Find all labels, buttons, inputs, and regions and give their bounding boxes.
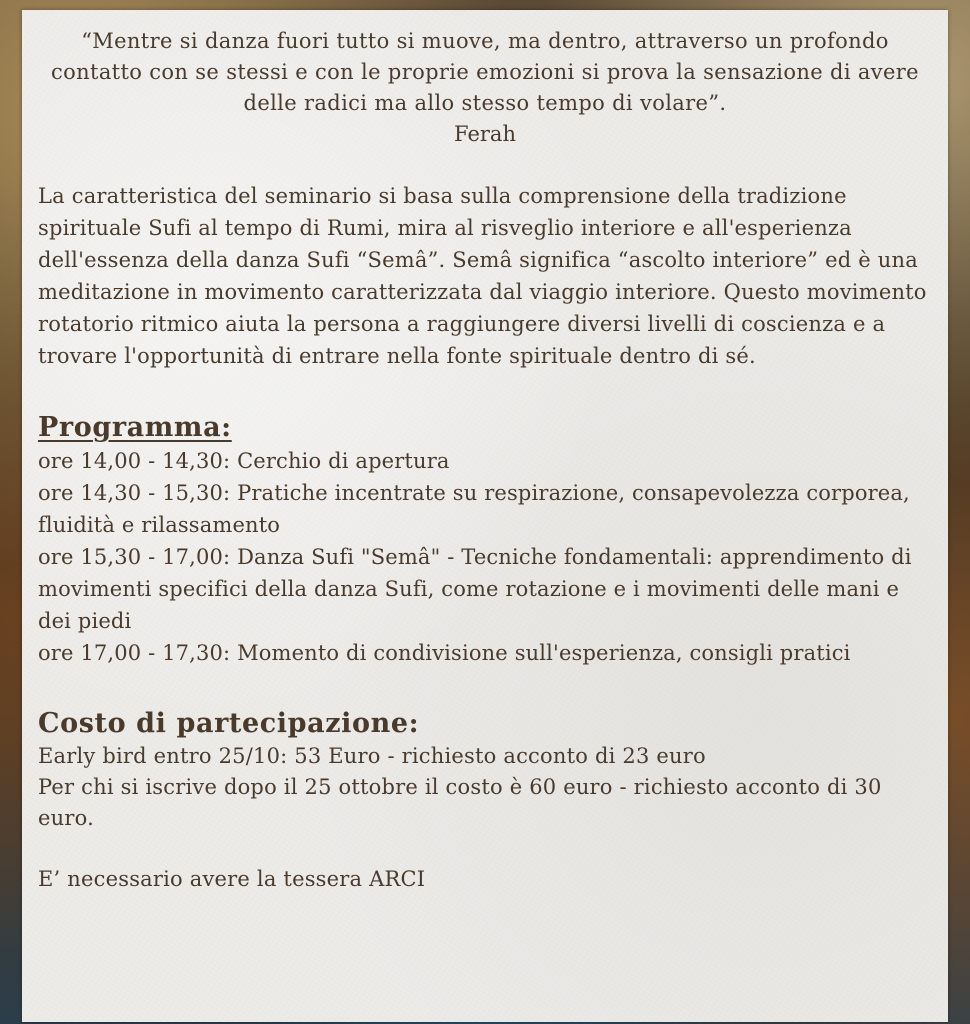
program-title-text: Programma: [38, 412, 232, 443]
program-item: ore 14,30 - 15,30: Pratiche incentrate su respirazione, consapevolezza corporea, fluidità e rilassamento [38, 481, 910, 537]
cost-title: Costo di partecipazione: [38, 708, 420, 739]
program-item: ore 15,30 - 17,00: Danza Sufi "Semâ" - Tecniche fondamentali: apprendimento di movimenti specifici della danza Sufi, come rotazione e i movimenti delle mani e dei piedi [38, 545, 912, 633]
seminar-description: La caratteristica del seminario si basa sulla comprensione della tradizione spirituale Sufi al tempo di Rumi, mira al risveglio interiore e all'esperienza dell'essenza della danza Sufi “Semâ”. Semâ significa “ascolto interiore” ed è una meditazione in movimento caratterizzata dal viaggio interiore. Questo movimento rotatorio ritmico aiuta la persona a raggiungere diversi livelli di coscienza e a trovare l'opportunità di entrare nella fonte spirituale dentro di sé. [38, 184, 927, 368]
quote-text: “Mentre si danza fuori tutto si muove, ma dentro, attraverso un profondo contatto con se stessi e con le proprie emozioni si prova la sensazione di avere delle radici ma allo stesso tempo di volare”. [51, 29, 919, 115]
document-card [22, 10, 948, 1022]
cost-early-bird: Early bird entro 25/10: 53 Euro - richiesto acconto di 23 euro [38, 744, 706, 768]
program-list [38, 445, 932, 669]
program-item: ore 17,00 - 17,30: Momento di condivisione sull'esperienza, consigli pratici [38, 641, 851, 665]
program-title [38, 411, 932, 445]
cost-details [38, 741, 932, 834]
membership-note: E’ necessario avere la tessera ARCI [38, 867, 426, 891]
quote-author: Ferah [454, 122, 516, 146]
cost-late: Per chi si iscrive dopo il 25 ottobre il costo è 60 euro - richiesto acconto di 30 euro. [38, 775, 882, 830]
program-item: ore 14,00 - 14,30: Cerchio di apertura [38, 449, 450, 473]
